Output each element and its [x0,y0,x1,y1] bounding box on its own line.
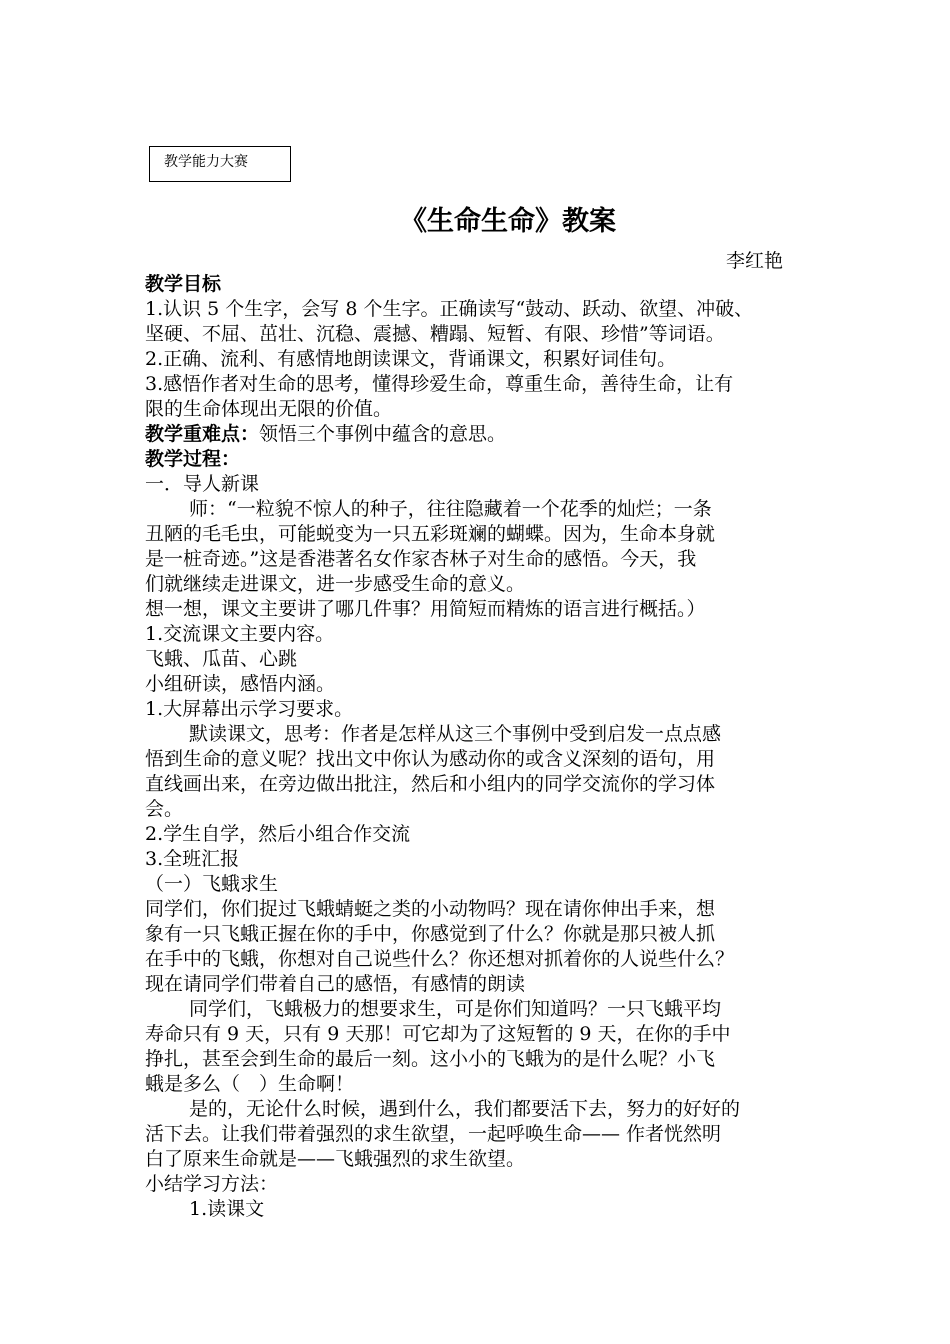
line-text: 在手中的飞蛾，你想对自己说些什么？你还想对抓着你的人说些什么？ [145,948,735,970]
text-line [145,972,825,997]
text-line [145,372,825,397]
text-line [145,772,825,797]
line-text: 小组研读，感悟内涵。 [145,673,336,695]
line-text: 3.感悟作者对生命的思考，懂得珍爱生命，尊重生命，善待生命，让有 [145,373,734,395]
line-text: 坚硬、不屈、茁壮、沉稳、震撼、糟蹋、短暂、有限、珍惜”等词语。 [145,323,725,345]
line-text: （一）飞蛾求生 [145,873,279,895]
line-text: 同学们，飞蛾极力的想要求生，可是你们知道吗？一只飞蛾平均 [189,998,722,1020]
line-text: 白了原来生命就是——飞蛾强烈的求生欲望。 [145,1148,526,1170]
text-line [145,822,825,847]
line-text: 同学们，你们捉过飞蛾蜻蜓之类的小动物吗？现在请你伸出手来，想 [145,898,716,920]
line-text: 默读课文，思考：作者是怎样从这三个事例中受到启发一点点感 [189,723,722,745]
text-line [145,522,825,547]
text-line [145,797,825,822]
line-text: 蛾是多么（ ）生命啊！ [145,1073,355,1095]
text-line [145,347,825,372]
text-line [145,647,825,672]
text-line [145,1122,825,1147]
line-text: 会。 [145,798,184,820]
line-text: 师：“一粒貌不惊人的种子，往往隐藏着一个花季的灿烂；一条 [189,498,712,520]
line-text: 1.读课文 [189,1198,265,1220]
text-line [145,447,825,472]
line-text: 丑陋的毛毛虫，可能蜕变为一只五彩斑斓的蝴蝶。因为，生命本身就 [145,523,716,545]
text-line [145,1097,825,1122]
line-text: 小结学习方法： [145,1173,279,1195]
text-line [145,497,825,522]
text-line [145,997,825,1022]
text-line [145,572,825,597]
line-text: 飞蛾、瓜苗、心跳 [145,648,298,670]
text-line [145,322,825,347]
text-line [145,1072,825,1097]
line-text: 1.大屏幕出示学习要求。 [145,698,354,720]
line-text: 领悟三个事例中蕴含的意思。 [259,423,507,445]
line-text: 1.认识 5 个生字，会写 8 个生字。正确读写“鼓动、跃动、欲望、冲破、 [145,298,754,320]
line-text: 教学目标 [145,273,222,295]
line-text: 3.全班汇报 [145,848,240,870]
text-line [145,1022,825,1047]
text-line [145,722,825,747]
line-text: 1.交流课文主要内容。 [145,623,335,645]
text-line [145,1147,825,1172]
line-text: 们就继续走进课文，进一步感受生命的意义。 [145,573,526,595]
text-line [145,922,825,947]
text-line [145,272,825,297]
line-text: 是一桩奇迹。”这是香港著名女作家杏林子对生命的感悟。今天，我 [145,548,697,570]
document-body [145,272,825,1222]
text-line [145,297,825,322]
line-text: 寿命只有 9 天，只有 9 天那！可它却为了这短暂的 9 天，在你的手中 [145,1023,731,1045]
line-text: 悟到生命的意义呢？找出文中你认为感动你的或含义深刻的语句，用 [145,748,716,770]
line-text: 挣扎，甚至会到生命的最后一刻。这小小的飞蛾为的是什么呢？小飞 [145,1048,716,1070]
text-line [145,897,825,922]
author-name: 李红艳 [726,250,784,272]
text-line [145,547,825,572]
text-line [145,1172,825,1197]
line-text: 活下去。让我们带着强烈的求生欲望，一起呼唤生命—— 作者恍然明 [145,1123,722,1145]
line-text: 是的，无论什么时候，遇到什么，我们都要活下去，努力的好好的 [189,1098,741,1120]
line-text: 象有一只飞蛾正握在你的手中，你感觉到了什么？你就是那只被人抓 [145,923,716,945]
text-line [145,472,825,497]
document-title: 《生命生命》教案 [400,206,616,237]
line-text: 教学过程： [145,448,241,470]
line-text: 一．导人新课 [145,473,260,495]
text-line [145,697,825,722]
text-line [145,597,825,622]
competition-label: 教学能力大赛 [164,154,248,170]
line-text: 直线画出来，在旁边做出批注，然后和小组内的同学交流你的学习体 [145,773,716,795]
line-text: 2.正确、流利、有感情地朗读课文，背诵课文，积累好词佳句。 [145,348,677,370]
text-line [145,1047,825,1072]
competition-label-box [149,146,291,182]
text-line [145,422,825,447]
text-line [145,622,825,647]
text-line [145,397,825,422]
line-text: 想一想，课文主要讲了哪几件事？用简短而精炼的语言进行概括。） [145,598,706,620]
text-line [145,1197,825,1222]
text-line [145,672,825,697]
line-text: 限的生命体现出无限的价值。 [145,398,393,420]
inline-heading: 教学重难点： [145,423,260,445]
text-line [145,847,825,872]
line-text: 2.学生自学，然后小组合作交流 [145,823,411,845]
text-line [145,947,825,972]
text-line [145,747,825,772]
text-line [145,872,825,897]
line-text: 现在请同学们带着自己的感悟，有感情的朗读 [145,973,526,995]
